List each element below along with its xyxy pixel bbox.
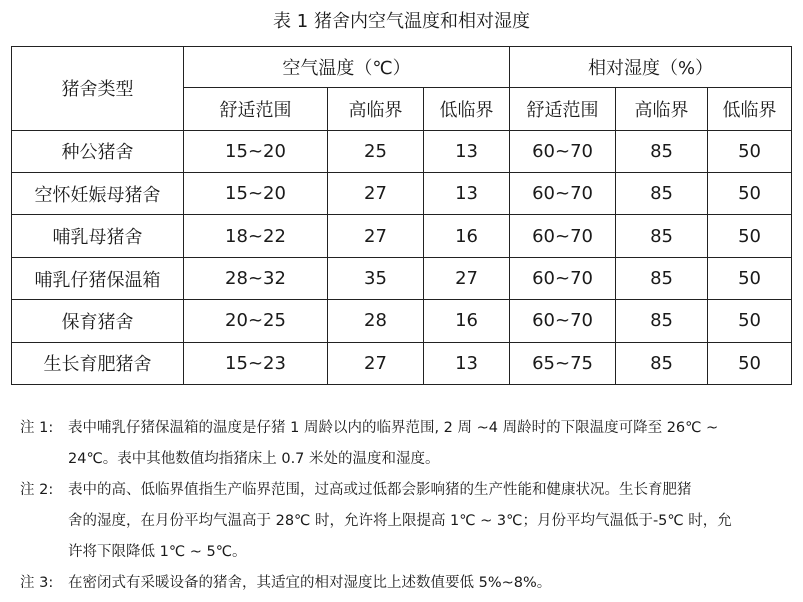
relative-humidity-header: 相对湿度（%） — [510, 47, 792, 88]
table-cell: 60~70 — [510, 130, 616, 172]
table-cell: 60~70 — [510, 257, 616, 299]
table-cell: 27 — [424, 257, 510, 299]
note-text: 舍的湿度，在月份平均气温高于 28℃ 时，允许将上限提高 1℃ ~ 3℃；月份平均气温低于-5℃ 时，允 — [68, 513, 732, 529]
header-row-groups — [12, 47, 792, 88]
table-cell: 16 — [424, 215, 510, 257]
table-cell: 85 — [616, 130, 708, 172]
row-label-cell: 保育猪舍 — [12, 300, 184, 342]
pig-house-type-header: 猪舍类型 — [12, 47, 184, 131]
table-cell: 60~70 — [510, 300, 616, 342]
table-notes — [20, 413, 800, 599]
table-cell: 25 — [328, 130, 424, 172]
row-label-cell: 生长育肥猪舍 — [12, 342, 184, 384]
table-cell: 50 — [708, 173, 792, 215]
air-temperature-header: 空气温度（℃） — [184, 47, 510, 88]
note-text: 在密闭式有采暖设备的猪舍，其适宜的相对湿度比上述数值要低 5%~8%。 — [68, 575, 552, 591]
table-row — [12, 173, 792, 215]
sub-header-cell: 高临界 — [328, 88, 424, 130]
table-cell: 50 — [708, 130, 792, 172]
table-row — [12, 300, 792, 342]
table-cell: 27 — [328, 342, 424, 384]
sub-header-cell: 低临界 — [424, 88, 510, 130]
note-1 — [20, 413, 800, 475]
table-title: 表 1 猪舍内空气温度和相对湿度 — [273, 11, 530, 32]
note-2 — [20, 475, 800, 568]
table-cell: 16 — [424, 300, 510, 342]
row-label-cell: 空怀妊娠母猪舍 — [12, 173, 184, 215]
table-cell: 50 — [708, 257, 792, 299]
note-text: 许将下限降低 1℃ ~ 5℃。 — [68, 544, 247, 560]
table-row — [12, 257, 792, 299]
note-text: 24℃。表中其他数值均指猪床上 0.7 米处的温度和湿度。 — [68, 451, 440, 467]
table-cell: 85 — [616, 215, 708, 257]
table-cell: 85 — [616, 257, 708, 299]
table-cell: 28~32 — [184, 257, 328, 299]
sub-header-cell: 低临界 — [708, 88, 792, 130]
table-cell: 85 — [616, 342, 708, 384]
note-text: 表中的高、低临界值指生产临界范围，过高或过低都会影响猪的生产性能和健康状况。生长育肥猪 — [68, 482, 692, 498]
table-row — [12, 342, 792, 384]
table-cell: 85 — [616, 173, 708, 215]
table-row — [12, 215, 792, 257]
sub-header-cell: 舒适范围 — [184, 88, 328, 130]
climate-table — [11, 46, 792, 385]
row-label-cell: 哺乳仔猪保温箱 — [12, 257, 184, 299]
table-cell: 15~20 — [184, 173, 328, 215]
sub-header-cell: 舒适范围 — [510, 88, 616, 130]
table-cell: 20~25 — [184, 300, 328, 342]
table-cell: 35 — [328, 257, 424, 299]
table-cell: 13 — [424, 342, 510, 384]
note-label: 注 3: — [20, 575, 54, 591]
table-cell: 50 — [708, 300, 792, 342]
table-body — [12, 130, 792, 384]
note-label: 注 2: — [20, 482, 54, 498]
table-cell: 65~75 — [510, 342, 616, 384]
table-cell: 13 — [424, 173, 510, 215]
table-cell: 60~70 — [510, 173, 616, 215]
table-cell: 13 — [424, 130, 510, 172]
row-label-cell: 种公猪舍 — [12, 130, 184, 172]
table-cell: 50 — [708, 215, 792, 257]
table-cell: 27 — [328, 173, 424, 215]
row-label-cell: 哺乳母猪舍 — [12, 215, 184, 257]
table-cell: 50 — [708, 342, 792, 384]
table-cell: 60~70 — [510, 215, 616, 257]
table-cell: 15~23 — [184, 342, 328, 384]
table-cell: 27 — [328, 215, 424, 257]
table-cell: 28 — [328, 300, 424, 342]
table-cell: 85 — [616, 300, 708, 342]
table-cell: 15~20 — [184, 130, 328, 172]
note-text: 表中哺乳仔猪保温箱的温度是仔猪 1 周龄以内的临界范围, 2 周 ~4 周龄时的下限温度可降至 26℃ ~ — [68, 420, 719, 436]
table-row — [12, 130, 792, 172]
table-cell: 18~22 — [184, 215, 328, 257]
note-label: 注 1: — [20, 420, 54, 436]
sub-header-cell: 高临界 — [616, 88, 708, 130]
note-3 — [20, 568, 800, 599]
